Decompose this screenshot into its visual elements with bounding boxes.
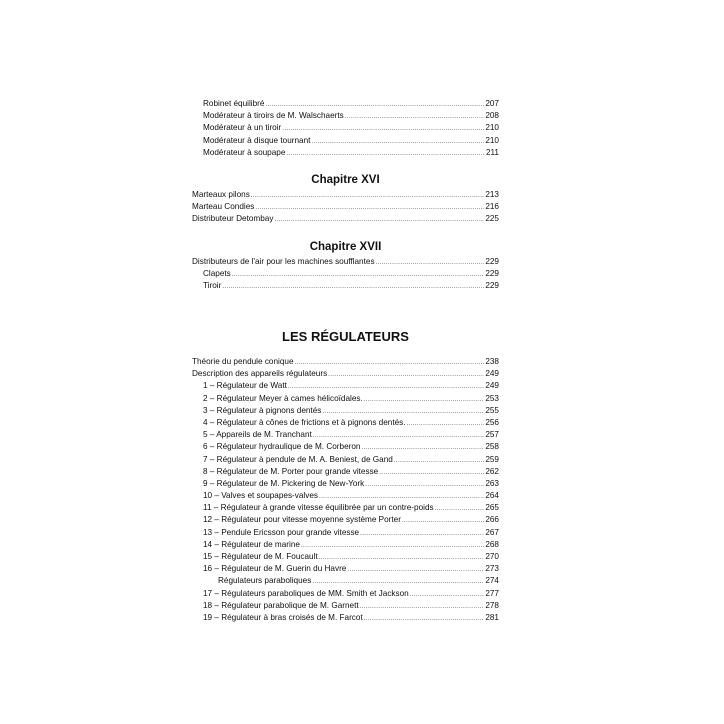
toc-entry: Description des appareils régulateurs ..... 249 (192, 368, 499, 380)
toc-entry: Modérateur à disque tournant ..... 210 (192, 135, 499, 147)
chapter-16-block (192, 189, 499, 226)
chapter-17-block (192, 256, 499, 293)
chapter-17-heading: Chapitre XVII (309, 241, 382, 253)
toc-entry: 6 – Régulateur hydraulique de M. Corberon ..... 258 (192, 441, 499, 453)
regulateurs-block (192, 356, 499, 624)
toc-entry: Tiroir ..... 229 (192, 280, 499, 292)
chapter-16-heading: Chapitre XVI (311, 174, 380, 186)
toc-intro-block (192, 98, 499, 159)
toc-entry: 10 – Valves et soupapes-valves ..... 264 (192, 490, 499, 502)
toc-entry: 19 – Régulateur à bras croisés de M. Farcot ..... 281 (192, 612, 499, 624)
toc-entry: Distributeur Detombay ..... 225 (192, 213, 499, 225)
toc-entry: Distributeurs de l'air pour les machines soufflantes ..... 229 (192, 256, 499, 268)
regulateurs-heading-wrap (192, 329, 499, 345)
toc-entry: Modérateur à soupape ..... 211 (192, 147, 499, 159)
toc-entry: Régulateurs paraboliques ..... 274 (192, 575, 499, 587)
regulateurs-heading: LES RÉGULATEURS (282, 329, 409, 344)
toc-entry: 16 – Régulateur de M. Guerin du Havre ..... 273 (192, 563, 499, 575)
toc-entry: Modérateur à tiroirs de M. Walschaerts ..... 208 (192, 110, 499, 122)
toc-entry: 15 – Régulateur de M. Foucault ..... 270 (192, 551, 499, 563)
toc-entry: Modérateur à un tiroir ..... 210 (192, 122, 499, 134)
toc-entry: 13 – Pendule Ericsson pour grande vitesse ..... 267 (192, 527, 499, 539)
toc-entry: 2 – Régulateur Meyer à cames hélicoïdales. ..... 253 (192, 393, 499, 405)
toc-entry: 5 – Appareils de M. Tranchant ..... 257 (192, 429, 499, 441)
toc-entry: 8 – Régulateur de M. Porter pour grande vitesse ..... 262 (192, 466, 499, 478)
toc-entry: Marteau Condies ..... 216 (192, 201, 499, 213)
chapter-17-heading-wrap (192, 240, 499, 254)
toc-entry: 12 – Régulateur pour vitesse moyenne système Porter ..... 266 (192, 514, 499, 526)
toc-entry: Marteaux pilons ..... 213 (192, 189, 499, 201)
toc-entry: 9 – Régulateur de M. Pickering de New-York ..... 263 (192, 478, 499, 490)
toc-entry: 17 – Régulateurs paraboliques de MM. Smith et Jackson ..... 277 (192, 588, 499, 600)
toc-entry: 4 – Régulateur à cônes de frictions et à pignons dentés. ..... 256 (192, 417, 499, 429)
toc-entry: 18 – Régulateur parabolique de M. Garnett ..... 278 (192, 600, 499, 612)
toc-entry: 7 – Régulateur à pendule de M. A. Beniest, de Gand ..... 259 (192, 454, 499, 466)
chapter-16-heading-wrap (192, 173, 499, 187)
toc-entry: 14 – Régulateur de marine ..... 268 (192, 539, 499, 551)
toc-entry: 1 – Régulateur de Watt ..... 249 (192, 380, 499, 392)
toc-entry: Robinet équilibré ..... 207 (192, 98, 499, 110)
toc-entry: 11 – Régulateur à grande vitesse équilibrée par un contre-poids ..... 265 (192, 502, 499, 514)
toc-entry: 3 – Régulateur à pignons dentés ..... 255 (192, 405, 499, 417)
toc-entry: Clapets ..... 229 (192, 268, 499, 280)
toc-entry: Théorie du pendule conique ..... 238 (192, 356, 499, 368)
